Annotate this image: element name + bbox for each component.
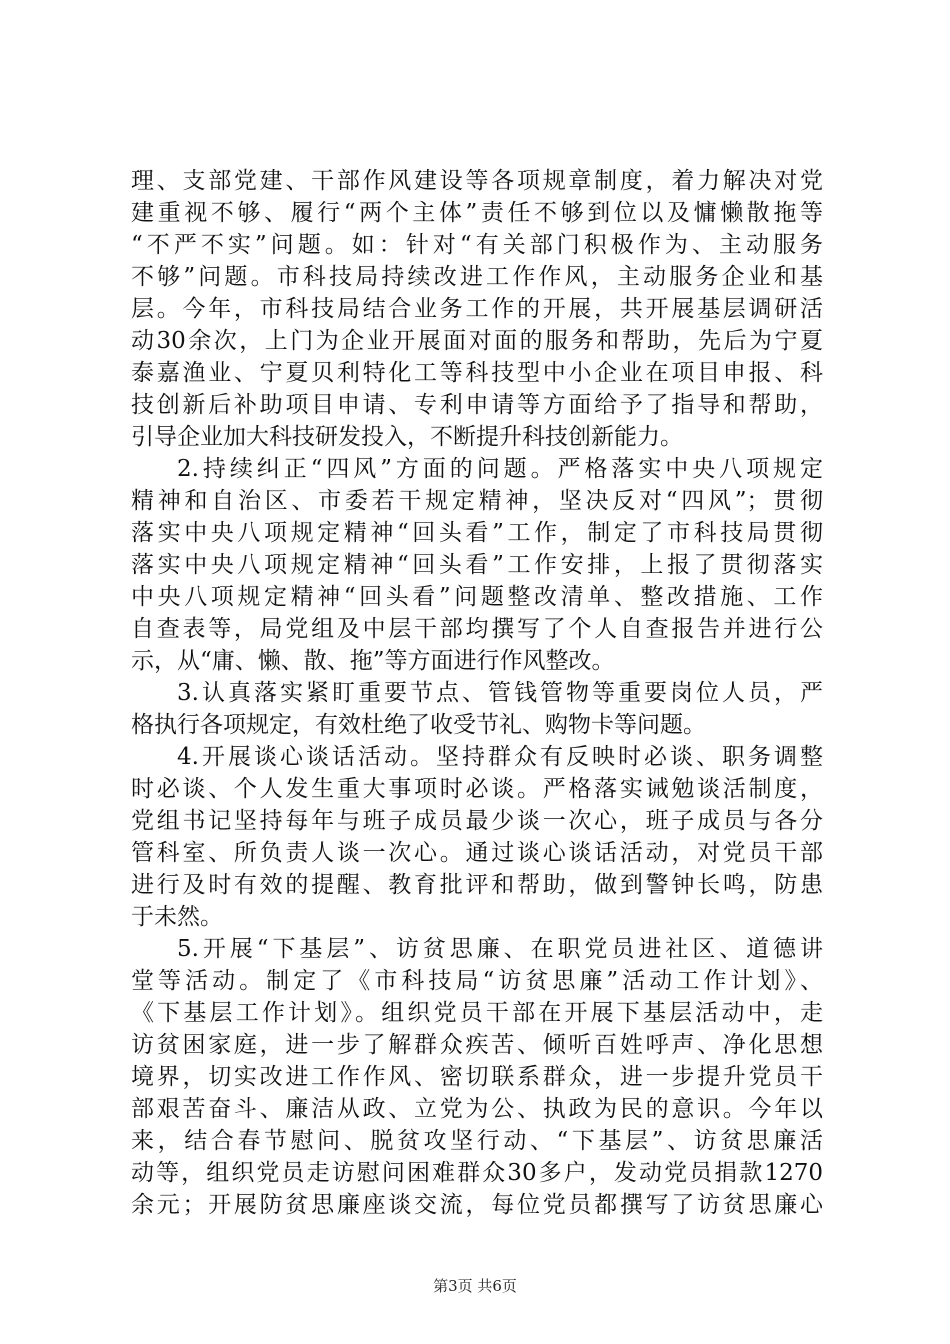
text-line: 党组书记坚持每年与班子成员最少谈一次心，班子成员与各分 [131,808,823,834]
text-line: 落实中央八项规定精神“回头看”工作，制定了市科技局贯彻 [131,520,823,546]
text-line: 动30余次，上门为企业开展面对面的服务和帮助，先后为宁夏 [131,328,823,354]
text-line: 精神和自治区、市委若干规定精神，坚决反对“四风”；贯彻 [131,488,823,514]
text-line: 3.认真落实紧盯重要节点、管钱管物等重要岗位人员，严 [177,680,823,706]
text-line: 格执行各项规定，有效杜绝了收受节礼、购物卡等问题。 [131,712,706,738]
text-line: 时必谈、个人发生重大事项时必谈。严格落实诫勉谈活制度， [131,776,823,802]
text-line: 访贫困家庭，进一步了解群众疾苦、倾听百姓呼声、净化思想 [131,1032,823,1058]
text-line: 技创新后补助项目申请、专利申请等方面给予了指导和帮助， [131,392,823,418]
body-text [131,165,823,1221]
text-line: 自查表等，局党组及中层干部均撰写了个人自查报告并进行公 [131,616,823,642]
text-line: 2.持续纠正“四风”方面的问题。严格落实中央八项规定 [177,456,823,482]
text-line: 于未然。 [131,904,223,930]
text-line: 落实中央八项规定精神“回头看”工作安排，上报了贯彻落实 [131,552,823,578]
text-line: 4.开展谈心谈话活动。坚持群众有反映时必谈、职务调整 [177,744,823,770]
text-line: 动等，组织党员走访慰问困难群众30多户，发动党员捐款1270 [131,1160,823,1186]
text-line: 不够”问题。市科技局持续改进工作作风，主动服务企业和基 [131,264,823,290]
text-line: 余元；开展防贫思廉座谈交流，每位党员都撰写了访贫思廉心 [131,1192,823,1218]
text-line: 建重视不够、履行“两个主体”责任不够到位以及慵懒散拖等 [131,200,823,226]
text-line: 示，从“庸、懒、散、拖”等方面进行作风整改。 [131,648,615,674]
text-line: 境界，切实改进工作作风、密切联系群众，进一步提升党员干 [131,1064,823,1090]
text-line: 中央八项规定精神“回头看”问题整改清单、整改措施、工作 [131,584,823,610]
text-line: 引导企业加大科技研发投入，不断提升科技创新能力。 [131,424,683,450]
text-line: 5.开展“下基层”、访贫思廉、在职党员进社区、道德讲 [177,936,823,962]
text-line: 进行及时有效的提醒、教育批评和帮助，做到警钟长鸣，防患 [131,872,823,898]
text-line: 层。今年，市科技局结合业务工作的开展，共开展基层调研活 [131,296,823,322]
page-number-footer: 第3页 共6页 [433,1277,517,1295]
text-line: 来，结合春节慰问、脱贫攻坚行动、“下基层”、访贫思廉活 [131,1128,823,1154]
text-line: 管科室、所负责人谈一次心。通过谈心谈话活动，对党员干部 [131,840,823,866]
text-line: 堂等活动。制定了《市科技局“访贫思廉”活动工作计划》、 [131,968,823,994]
text-line: “不严不实”问题。如：针对“有关部门积极作为、主动服务 [131,232,823,258]
text-line: 部艰苦奋斗、廉洁从政、立党为公、执政为民的意识。今年以 [131,1096,823,1122]
text-line: 理、支部党建、干部作风建设等各项规章制度，着力解决对党 [131,168,823,194]
text-line: 《下基层工作计划》。组织党员干部在开展下基层活动中，走 [131,1000,823,1026]
text-line: 泰嘉渔业、宁夏贝利特化工等科技型中小企业在项目申报、科 [131,360,823,386]
